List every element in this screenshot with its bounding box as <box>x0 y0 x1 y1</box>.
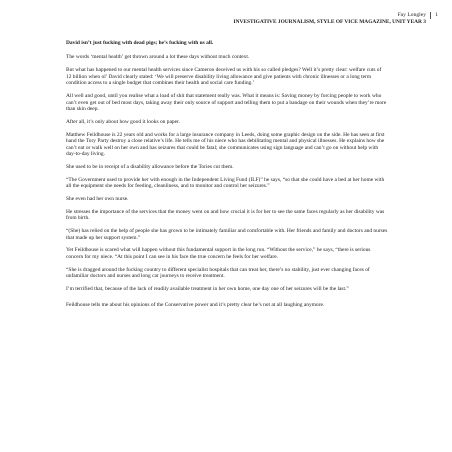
article-body <box>66 40 388 315</box>
paragraph: Feildhouse tells me about his opinions of the Conservative power and it’s pretty clear he’s not at all laughing anymore. <box>66 302 325 309</box>
course-title: INVESTIGATIVE JOURNALISM, STYLE OF VICE MAGAZINE, UNIT YEAR 3 <box>233 19 426 25</box>
paragraph: But what has happened to our mental health services since Cameron deceived us with his so called pledges? Well it’s pretty clear: welfare cuts of 12 billion when ol’ David clearly stated: ‘We will preserve disability living allowance and give patients with chronic illnesses or a long term condition access to a single budget that combines their health and social care funding.’ <box>66 67 382 87</box>
paragraph: After all, it’s only about how good it looks on paper. <box>66 118 180 125</box>
page-number: 1 <box>430 12 438 19</box>
paragraph: He stresses the importance of the services that the money went on and how crucial it is for her to see the same faces regularly as her disability was from birth. <box>66 208 385 222</box>
paragraph: I’m terrified that, because of the lack of readily available treatment in her own home, one day one of her seizures will be the last.” <box>66 286 349 293</box>
article-title: David isn’t just fucking with dead pigs; he’s fucking with us all. <box>66 40 214 46</box>
paragraph: Yet Feildhouse is scared what will happen without this fundamental support in the long run. “Without the service,” he says, “there is serious concern for my niece. “At this point I can see in his face the true concern he feels for her welfare. <box>66 247 371 260</box>
paragraph: All well and good, until you realise what a load of shit that statement really was. What it means is: Saving money by forcing people to work who can’t even get out of bed most days, taking away their only source of support and telling them to put a bandage on their wounds when they’re more than skin deep. <box>66 93 387 112</box>
author-name: Fay Longley <box>397 12 426 18</box>
paragraph: The words ‘mental health’ get thrown around a lot these days without much context. <box>66 54 250 61</box>
paragraph: She used to be in receipt of a disability allowance before the Tories cut them. <box>66 163 234 170</box>
paragraph: “The Government used to provide her with enough in the Independent Living Fund (ILF)” he says, “so that she could have a bed at her home with all the equipment she needs for feeding, cleanliness, and to monitor and control her seizures.” <box>66 176 385 190</box>
paragraph: She even had her own nurse. <box>66 195 129 202</box>
paragraph: Matthew Feildhouse is 22 years old and works for a large insurance company in Leeds, doing some graphic design on the side. He has seen at first hand the Tory Party destroy a close relative’s life. He tells me of his niece who has debilitating mental and physical illnesses. He explains how she can’t eat or walk well on her own and has seizures that could be fatal; she communicates using sign language and can’t go on without help with day-to-day living. <box>66 131 385 157</box>
paragraph: “She is dragged around the fucking country to different specialist hospitals that can treat her, there’s no stability, just ever changing faces of unfamiliar doctors and nurses and long car journeys to receive treatment. <box>66 266 370 280</box>
page-header <box>58 12 438 26</box>
paragraph: “(She) has relied on the help of people she has grown to be intimately familiar and comfortable with. Her friends and family and doctors and nurses that made up her support system.” <box>66 228 388 241</box>
